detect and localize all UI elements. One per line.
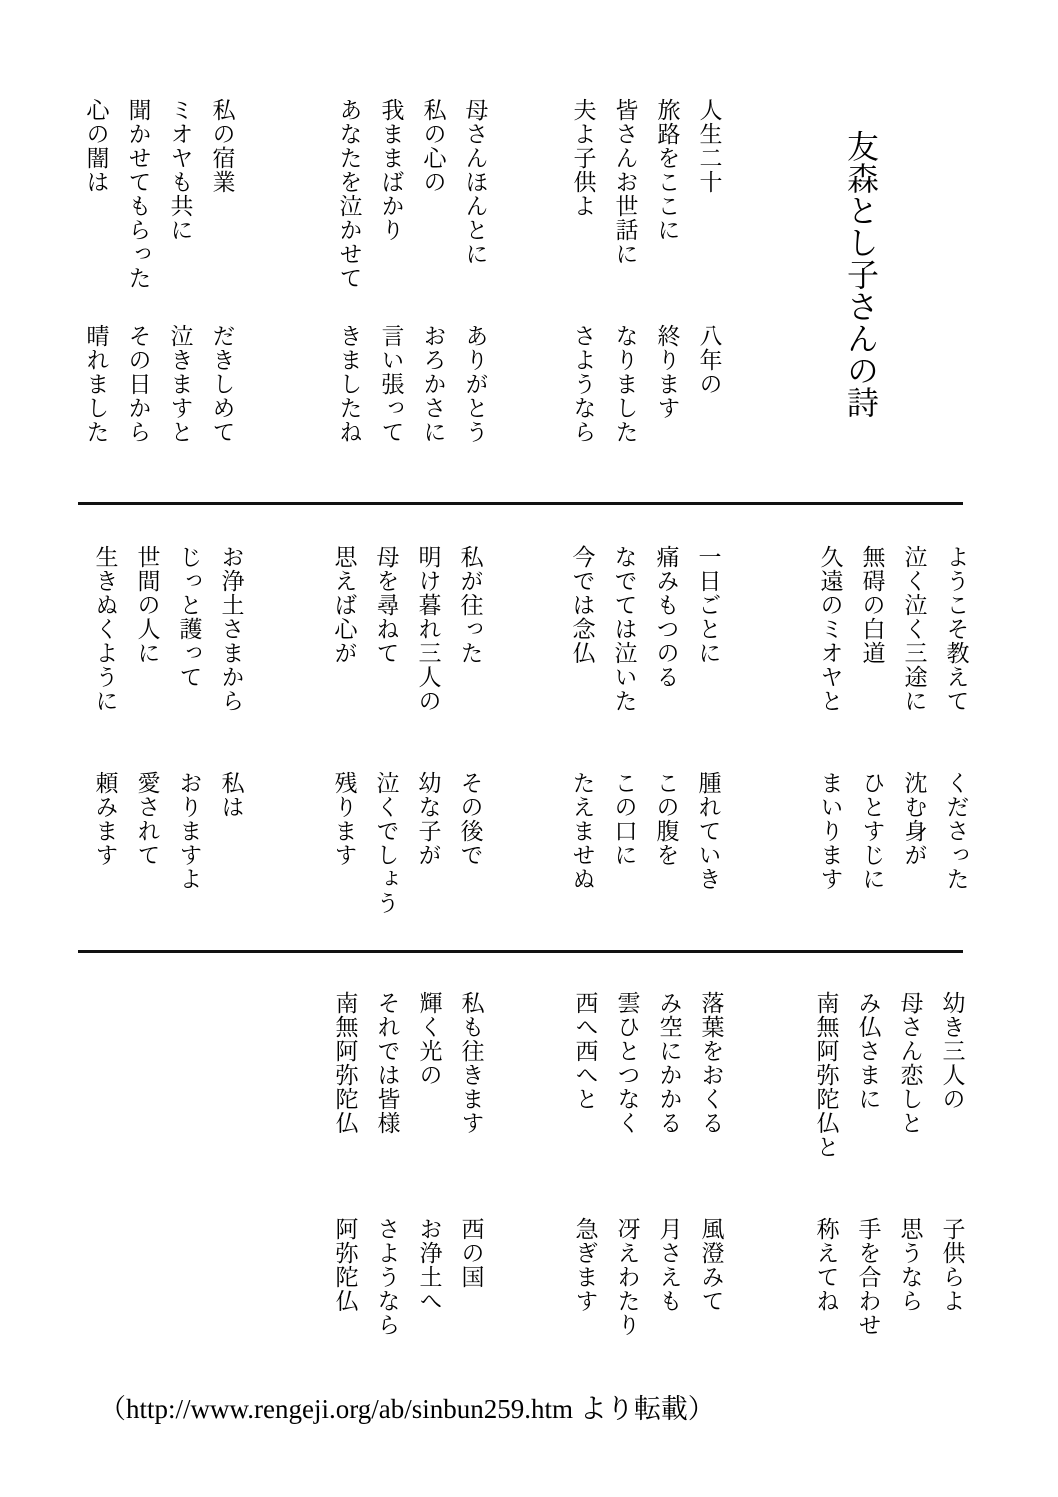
- poem-phrase-lower: 残ります: [331, 771, 357, 867]
- poem-phrase-upper: ミオヤも共に: [167, 98, 193, 242]
- poem-phrase-lower: 冴えわたり: [614, 1217, 640, 1337]
- poem-phrase-upper: じっと護って: [176, 545, 202, 689]
- section-divider: [78, 950, 963, 953]
- verse-group-1-2: [328, 98, 496, 484]
- poem-phrase-lower: 沈む身が: [901, 771, 927, 867]
- poem-line: [935, 545, 977, 933]
- poem-phrase-upper: 私の心の: [420, 98, 446, 194]
- poem-phrase-lower: 晴れました: [83, 324, 109, 444]
- poem-phrase-upper: 思えば心が: [331, 545, 357, 665]
- poem-line: [809, 545, 851, 933]
- poem-line: [645, 545, 687, 933]
- poem-line: [168, 545, 210, 933]
- poem-section-3: [0, 991, 1058, 1363]
- verse-group-2-2: [561, 545, 729, 933]
- poem-phrase-lower: 思うなら: [897, 1217, 923, 1313]
- poem-line: [365, 545, 407, 933]
- poem-phrase-lower: たえませぬ: [569, 771, 595, 891]
- poem-phrase-lower: 風澄みて: [698, 1217, 724, 1313]
- poem-phrase-upper: 落葉をおくる: [698, 991, 724, 1135]
- poem-phrase-upper: 夫よ子供よ: [570, 98, 596, 218]
- poem-phrase-lower: さようなら: [374, 1217, 400, 1337]
- poem-line: [805, 991, 847, 1363]
- poem-line: [328, 98, 370, 484]
- poem-phrase-upper: 世間の人に: [134, 545, 160, 665]
- poem-line: [450, 991, 492, 1363]
- source-citation: （http://www.rengeji.org/ab/sinbun259.htm より転載）: [99, 1394, 715, 1424]
- poem-line: [931, 991, 973, 1363]
- poem-line: [407, 545, 449, 933]
- poem-phrase-lower: 月さえも: [656, 1217, 682, 1313]
- poem-phrase-lower: 言い張って: [378, 324, 404, 444]
- poem-line: [454, 98, 496, 484]
- poem-phrase-lower: 手を合わせ: [855, 1217, 881, 1337]
- poem-phrase-upper: 南無阿弥陀仏と: [813, 991, 839, 1159]
- poem-phrase-lower: 泣くでしょう: [373, 771, 399, 915]
- verse-group-2-4: [84, 545, 252, 933]
- poem-line: [564, 991, 606, 1363]
- poem-phrase-lower: ひとすじに: [859, 771, 885, 891]
- poem-phrase-upper: なでては泣いた: [611, 545, 637, 713]
- poem-phrase-lower: その日から: [125, 324, 151, 444]
- poem-phrase-lower: 急ぎます: [572, 1217, 598, 1313]
- poem-phrase-upper: 一日ごとに: [695, 545, 721, 665]
- poem-phrase-upper: 心の闇は: [83, 98, 109, 194]
- poem-phrase-upper: 私も往きます: [458, 991, 484, 1135]
- poem-phrase-upper: み仏さまに: [855, 991, 881, 1111]
- poem-phrase-lower: おろかさに: [420, 324, 446, 444]
- poem-phrase-lower: 称えてね: [813, 1217, 839, 1313]
- poem-phrase-lower: この腹を: [653, 771, 679, 867]
- poem-phrase-upper: 久遠のミオヤと: [817, 545, 843, 713]
- poem-title: 友森とし子さんの詩: [843, 130, 879, 418]
- verse-group-3-1: [805, 991, 973, 1363]
- poem-phrase-upper: 幼き三人の: [939, 991, 965, 1111]
- poem-phrase-upper: 聞かせてもらった: [125, 98, 151, 290]
- poem-line: [687, 545, 729, 933]
- verse-group-1-1: [562, 98, 730, 484]
- poem-line: [126, 545, 168, 933]
- poem-phrase-upper: 母さん恋しと: [897, 991, 923, 1135]
- poem-line: [646, 98, 688, 484]
- poem-phrase-lower: 阿弥陀仏: [332, 1217, 358, 1313]
- poem-phrase-lower: お浄土へ: [416, 1217, 442, 1313]
- poem-phrase-upper: 雲ひとつなく: [614, 991, 640, 1135]
- poem-line: [201, 98, 243, 484]
- poem-phrase-lower: なりました: [612, 324, 638, 444]
- poem-line: [688, 98, 730, 484]
- poem-line: [604, 98, 646, 484]
- poem-phrase-lower: おりますよ: [176, 771, 202, 891]
- poem-phrase-upper: 人生二十: [696, 98, 722, 194]
- poem-phrase-lower: 泣きますと: [167, 324, 193, 444]
- poem-line: [366, 991, 408, 1363]
- poem-phrase-lower: 西の国: [458, 1217, 484, 1289]
- poem-phrase-lower: 私は: [218, 771, 244, 819]
- verse-group-2-3: [323, 545, 491, 933]
- poem-phrase-upper: み空にかかる: [656, 991, 682, 1135]
- poem-phrase-upper: 輝く光の: [416, 991, 442, 1087]
- poem-phrase-lower: 終ります: [654, 324, 680, 420]
- poem-phrase-upper: 母さんほんとに: [462, 98, 488, 266]
- verse-group-1-3: [75, 98, 243, 484]
- poem-phrase-upper: 私の宿業: [209, 98, 235, 194]
- poem-line: [412, 98, 454, 484]
- poem-phrase-upper: 皆さんお世話に: [612, 98, 638, 266]
- poem-phrase-upper: 母を尋ねて: [373, 545, 399, 665]
- poem-phrase-lower: ありがとう: [462, 324, 488, 444]
- poem-phrase-lower: くださった: [943, 771, 969, 891]
- poem-line: [210, 545, 252, 933]
- poem-phrase-lower: 頼みます: [92, 771, 118, 867]
- poem-section-2: [0, 545, 1058, 933]
- poem-phrase-upper: お浄土さまから: [218, 545, 244, 713]
- poem-phrase-upper: ようこそ教えて: [943, 545, 969, 713]
- poem-line: [889, 991, 931, 1363]
- poem-phrase-lower: さようなら: [570, 324, 596, 444]
- poem-line: [603, 545, 645, 933]
- poem-phrase-upper: 泣く泣く三途に: [901, 545, 927, 713]
- verse-group-3-3: [324, 991, 492, 1363]
- poem-phrase-upper: 旅路をここに: [654, 98, 680, 242]
- poem-phrase-lower: この口に: [611, 771, 637, 867]
- poem-line: [84, 545, 126, 933]
- poem-phrase-lower: その後で: [457, 771, 483, 867]
- poem-phrase-upper: 痛みもつのる: [653, 545, 679, 689]
- poem-phrase-upper: あなたを泣かせて: [336, 98, 362, 290]
- poem-line: [324, 991, 366, 1363]
- poem-line: [648, 991, 690, 1363]
- section-divider: [78, 502, 963, 505]
- poem-phrase-lower: きましたね: [336, 324, 362, 444]
- poem-phrase-lower: 八年の: [696, 324, 722, 396]
- poem-phrase-lower: 幼な子が: [415, 771, 441, 867]
- poem-line: [690, 991, 732, 1363]
- poem-phrase-upper: それでは皆様: [374, 991, 400, 1135]
- poem-line: [893, 545, 935, 933]
- poem-line: [117, 98, 159, 484]
- poem-phrase-upper: 無碍の白道: [859, 545, 885, 665]
- poem-line: [323, 545, 365, 933]
- poem-line: [449, 545, 491, 933]
- poem-phrase-upper: 今では念仏: [569, 545, 595, 665]
- poem-line: [159, 98, 201, 484]
- poem-section-1: [0, 98, 1058, 484]
- poem-phrase-upper: 我ままばかり: [378, 98, 404, 242]
- poem-line: [75, 98, 117, 484]
- poem-line: [606, 991, 648, 1363]
- poem-phrase-upper: 南無阿弥陀仏: [332, 991, 358, 1135]
- verse-group-3-2: [564, 991, 732, 1363]
- poem-line: [847, 991, 889, 1363]
- poem-phrase-upper: 明け暮れ三人の: [415, 545, 441, 713]
- poem-line: [562, 98, 604, 484]
- poem-phrase-lower: 愛されて: [134, 771, 160, 867]
- poem-phrase-lower: 子供らよ: [939, 1217, 965, 1313]
- verse-group-2-1: [809, 545, 977, 933]
- poem-phrase-upper: 私が往った: [457, 545, 483, 665]
- poem-line: [561, 545, 603, 933]
- poem-line: [851, 545, 893, 933]
- poem-phrase-lower: だきしめて: [209, 324, 235, 444]
- poem-phrase-lower: 腫れていき: [695, 771, 721, 891]
- poem-phrase-upper: 西へ西へと: [572, 991, 598, 1111]
- poem-line: [370, 98, 412, 484]
- poem-line: [408, 991, 450, 1363]
- poem-phrase-upper: 生きぬくように: [92, 545, 118, 713]
- poem-phrase-lower: まいります: [817, 771, 843, 891]
